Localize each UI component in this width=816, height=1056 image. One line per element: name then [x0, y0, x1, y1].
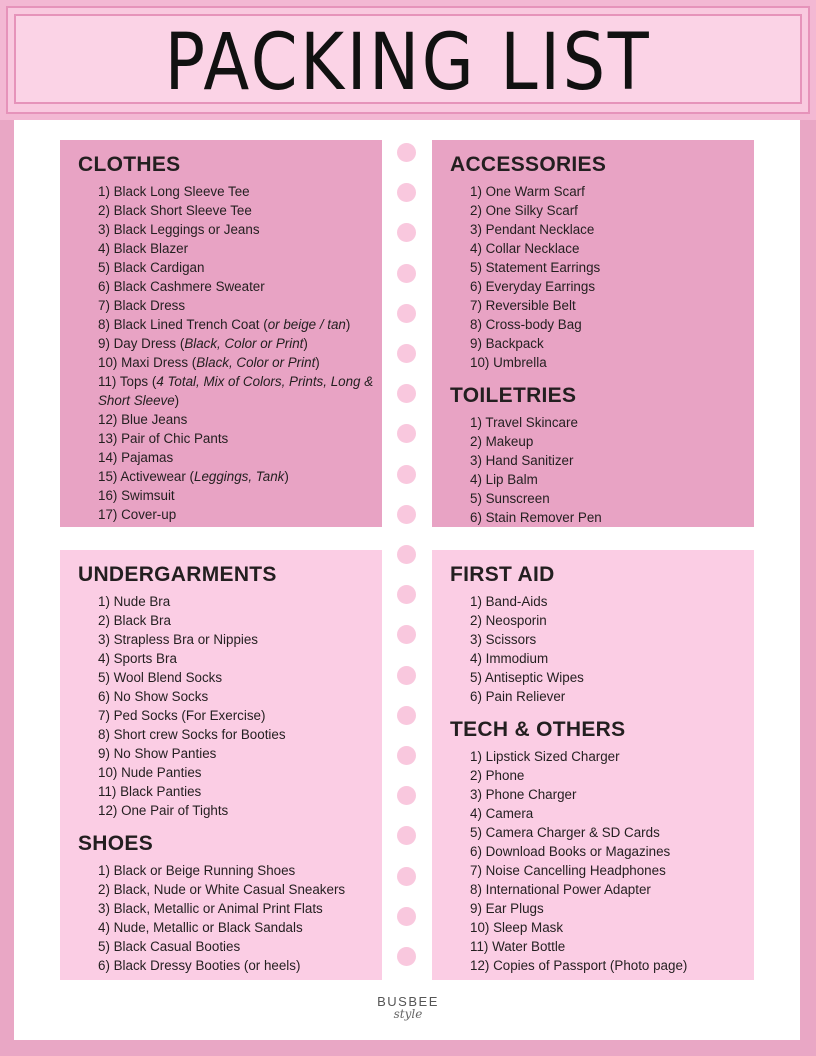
item-text: 8) Cross-body Bag [470, 317, 582, 332]
list-item [98, 486, 382, 505]
item-text: 4) Collar Necklace [470, 241, 580, 256]
item-text: 10) Umbrella [470, 355, 547, 370]
binder-hole [397, 143, 416, 162]
list-item [470, 804, 754, 823]
item-text: 6) Download Books or Magazines [470, 844, 671, 859]
item-text: 5) Sunscreen [470, 491, 550, 506]
list-item [98, 668, 382, 687]
list-item [470, 861, 754, 880]
item-text: 8) International Power Adapter [470, 882, 651, 897]
list-item [470, 451, 754, 470]
item-text: 4) Lip Balm [470, 472, 538, 487]
item-text: 7) Ped Socks (For Exercise) [98, 708, 266, 723]
first-aid-tech-panel [432, 550, 754, 980]
item-text: 2) Phone [470, 768, 525, 783]
list-item [98, 956, 382, 975]
clothes-panel [60, 140, 382, 527]
list-item [470, 880, 754, 899]
item-text: 17) Cover-up [98, 507, 177, 522]
item-text: 9) Ear Plugs [470, 901, 544, 916]
list-item [470, 823, 754, 842]
section-title-clothes: CLOTHES [78, 153, 181, 176]
brand-logo [0, 994, 816, 1021]
item-text: 1) Travel Skincare [470, 415, 578, 430]
list-item [98, 277, 382, 296]
binder-hole [397, 465, 416, 484]
item-text: 3) Black Leggings or Jeans [98, 222, 260, 237]
item-text: 12) Copies of Passport (Photo page) [470, 958, 688, 973]
header-frame [0, 0, 816, 120]
item-text: 9) No Show Panties [98, 746, 217, 761]
accessories-toiletries-panel [432, 140, 754, 527]
list-item [98, 258, 382, 277]
list-item [470, 277, 754, 296]
list-item [470, 937, 754, 956]
list-item [98, 505, 382, 524]
list-item [98, 880, 382, 899]
clothes-list [78, 182, 382, 524]
item-text: 2) Neosporin [470, 613, 547, 628]
first-aid-list [450, 592, 754, 706]
item-text: 16) Swimsuit [98, 488, 175, 503]
list-item [470, 239, 754, 258]
item-text: 5) Camera Charger & SD Cards [470, 825, 660, 840]
item-text: 4) Sports Bra [98, 651, 177, 666]
binder-hole [397, 867, 416, 886]
list-item [98, 706, 382, 725]
item-text: 4) Camera [470, 806, 534, 821]
list-item [470, 918, 754, 937]
list-item [470, 747, 754, 766]
item-text: 1) Black Long Sleeve Tee [98, 184, 250, 199]
item-suffix: ) [174, 393, 180, 408]
item-note: Black, Color or Print [184, 336, 304, 351]
binder-hole [397, 947, 416, 966]
item-text: 7) Noise Cancelling Headphones [470, 863, 666, 878]
item-text: 11) Water Bottle [470, 939, 566, 954]
list-item [470, 668, 754, 687]
list-item [98, 315, 382, 334]
list-item [98, 763, 382, 782]
item-text: 1) Band-Aids [470, 594, 548, 609]
list-item [470, 413, 754, 432]
item-text: 2) Black Bra [98, 613, 171, 628]
item-text: 10) Nude Panties [98, 765, 202, 780]
list-item [470, 470, 754, 489]
item-text: 10) Maxi Dress ( [98, 355, 197, 370]
item-text: 7) Reversible Belt [470, 298, 576, 313]
tech-others-list [450, 747, 754, 975]
item-text: 6) Black Cashmere Sweater [98, 279, 265, 294]
list-item [98, 649, 382, 668]
section-title-first-aid: FIRST AID [450, 563, 555, 586]
binder-hole [397, 264, 416, 283]
list-item [470, 220, 754, 239]
list-item [98, 918, 382, 937]
list-item [98, 861, 382, 880]
binder-hole [397, 545, 416, 564]
toiletries-list [450, 413, 754, 527]
item-text: 5) Black Casual Booties [98, 939, 241, 954]
item-text: 9) Backpack [470, 336, 544, 351]
list-item [470, 766, 754, 785]
binder-hole [397, 505, 416, 524]
list-item [470, 353, 754, 372]
section-title-tech-others: TECH & OTHERS [450, 718, 626, 741]
item-text: 1) Nude Bra [98, 594, 171, 609]
item-text: 1) One Warm Scarf [470, 184, 585, 199]
item-text: 3) Strapless Bra or Nippies [98, 632, 259, 647]
list-item [98, 448, 382, 467]
list-item [470, 956, 754, 975]
item-text: 3) Phone Charger [470, 787, 577, 802]
item-text: 12) Blue Jeans [98, 412, 188, 427]
item-text: 5) Statement Earrings [470, 260, 601, 275]
list-item [98, 220, 382, 239]
item-text: 3) Pendant Necklace [470, 222, 595, 237]
list-item [470, 315, 754, 334]
list-item [470, 649, 754, 668]
list-item [470, 785, 754, 804]
list-item [470, 687, 754, 706]
list-item [98, 592, 382, 611]
item-suffix: ) [303, 336, 308, 351]
binder-hole [397, 304, 416, 323]
item-text: 1) Lipstick Sized Charger [470, 749, 620, 764]
item-text: 3) Black, Metallic or Animal Print Flats [98, 901, 323, 916]
item-text: 4) Nude, Metallic or Black Sandals [98, 920, 303, 935]
list-item [98, 410, 382, 429]
list-item [470, 899, 754, 918]
item-text: 2) One Silky Scarf [470, 203, 578, 218]
section-title-toiletries: TOILETRIES [450, 384, 577, 407]
binder-hole [397, 344, 416, 363]
item-note: Leggings, Tank [194, 469, 285, 484]
item-suffix: ) [315, 355, 320, 370]
list-item [470, 611, 754, 630]
item-text: 4) Immodium [470, 651, 549, 666]
item-text: 5) Wool Blend Socks [98, 670, 223, 685]
logo-wordmark: BUSBEE [377, 994, 439, 1009]
list-item [470, 432, 754, 451]
undergarments-shoes-panel [60, 550, 382, 980]
list-item [98, 630, 382, 649]
undergarments-list [78, 592, 382, 820]
list-item [470, 334, 754, 353]
item-text: 3) Hand Sanitizer [470, 453, 574, 468]
list-item [98, 182, 382, 201]
list-item [98, 239, 382, 258]
list-item [98, 611, 382, 630]
item-text: 11) Black Panties [98, 784, 202, 799]
list-item [98, 429, 382, 448]
item-note: or beige / tan [267, 317, 346, 332]
list-item [98, 937, 382, 956]
item-text: 6) No Show Socks [98, 689, 209, 704]
item-note: Black, Color or Print [196, 355, 316, 370]
list-item [98, 353, 382, 372]
list-item [470, 630, 754, 649]
list-item [98, 801, 382, 820]
shoes-list [78, 861, 382, 975]
list-item [470, 842, 754, 861]
item-text: 15) Activewear ( [98, 469, 195, 484]
item-text: 6) Pain Reliever [470, 689, 566, 704]
list-item [98, 334, 382, 353]
item-text: 13) Pair of Chic Pants [98, 431, 229, 446]
item-text: 5) Antiseptic Wipes [470, 670, 584, 685]
item-text: 8) Black Lined Trench Coat ( [98, 317, 268, 332]
list-item [98, 782, 382, 801]
accessories-list [450, 182, 754, 372]
list-item [98, 725, 382, 744]
item-text: 2) Makeup [470, 434, 534, 449]
item-text: 8) Short crew Socks for Booties [98, 727, 286, 742]
item-text: 10) Sleep Mask [470, 920, 564, 935]
list-item [470, 258, 754, 277]
item-text: 6) Everyday Earrings [470, 279, 596, 294]
section-title-shoes: SHOES [78, 832, 154, 855]
binder-hole [397, 706, 416, 725]
item-text: 11) Tops ( [98, 374, 157, 389]
list-item [470, 592, 754, 611]
item-text: 7) Black Dress [98, 298, 186, 313]
item-text: 3) Scissors [470, 632, 537, 647]
list-item [98, 899, 382, 918]
section-title-undergarments: UNDERGARMENTS [78, 563, 277, 586]
list-item [470, 508, 754, 527]
item-text: 1) Black or Beige Running Shoes [98, 863, 296, 878]
section-title-accessories: ACCESSORIES [450, 153, 607, 176]
item-suffix: ) [284, 469, 289, 484]
list-item [98, 201, 382, 220]
list-item [470, 489, 754, 508]
list-item [470, 182, 754, 201]
item-text: 5) Black Cardigan [98, 260, 205, 275]
item-note: 4 Total, Mix of Colors, Prints, Long & Short Sleeve [98, 374, 374, 408]
list-item [98, 372, 382, 410]
list-item [98, 296, 382, 315]
item-text: 4) Black Blazer [98, 241, 189, 256]
binder-hole [397, 666, 416, 685]
item-text: 6) Black Dressy Booties (or heels) [98, 958, 301, 973]
item-text: 6) Stain Remover Pen [470, 510, 602, 525]
binder-hole [397, 746, 416, 765]
item-text: 14) Pajamas [98, 450, 174, 465]
item-text: 2) Black Short Sleeve Tee [98, 203, 252, 218]
list-item [470, 201, 754, 220]
logo-script: style [393, 1007, 423, 1021]
item-text: 2) Black, Nude or White Casual Sneakers [98, 882, 346, 897]
page-title: PACKING LIST [164, 18, 652, 108]
list-item [98, 744, 382, 763]
list-item [98, 687, 382, 706]
binder-hole [397, 907, 416, 926]
list-item [470, 296, 754, 315]
item-text: 9) Day Dress ( [98, 336, 185, 351]
list-item [98, 467, 382, 486]
item-text: 12) One Pair of Tights [98, 803, 229, 818]
item-suffix: ) [345, 317, 351, 332]
